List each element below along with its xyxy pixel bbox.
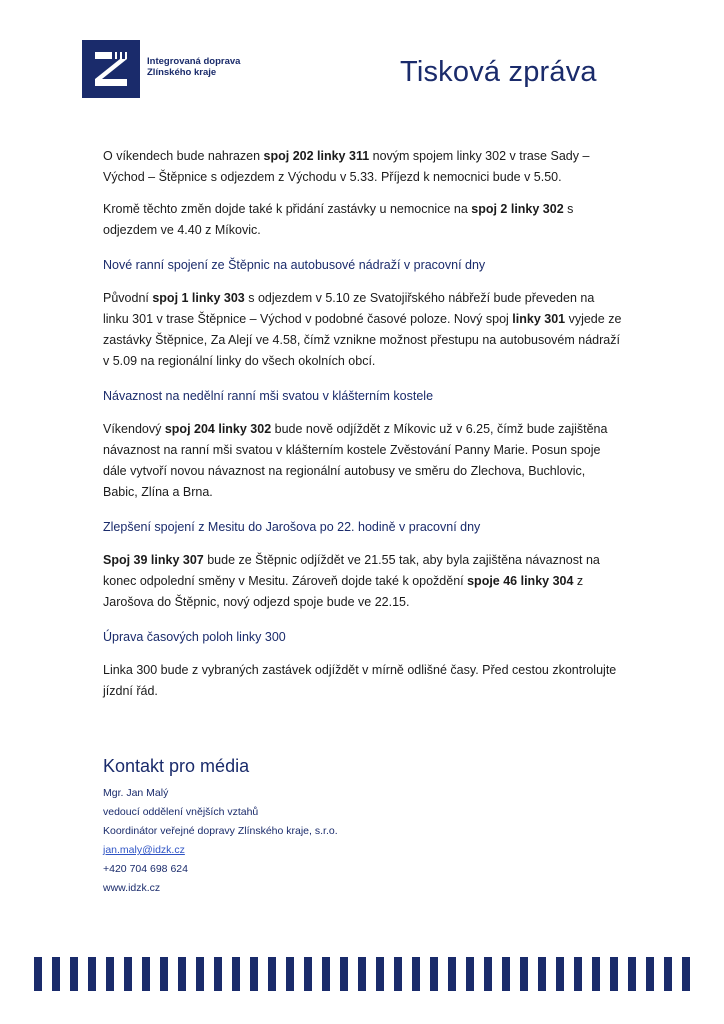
media-contact (103, 754, 503, 898)
footer-stripe (268, 957, 276, 991)
footer-stripe (628, 957, 636, 991)
footer-stripe (556, 957, 564, 991)
contact-role: vedoucí oddělení vnějších vztahů (103, 806, 259, 818)
text-run: Kromě těchto změn dojde také k přidání zastávky u nemocnice na (103, 202, 472, 216)
footer-stripe (322, 957, 330, 991)
section-heading-4: Úprava časových poloh linky 300 (103, 630, 286, 644)
footer-stripe (574, 957, 582, 991)
footer-stripe (682, 957, 690, 991)
footer-stripe (286, 957, 294, 991)
footer-stripe (394, 957, 402, 991)
contact-title: Kontakt pro média (103, 756, 250, 776)
text-run: bude nově odjíždět z Míkovic už v 6.25, čímž bude zajištěna návaznost na ranní mši svatou v klášterním kostele Zvěstování Panny Marie. Posun spoje dále vytvoří novou návaznost na regionální autobusy ve směru do Zlechova, Buchlovic, Babic, Zlína a Brna. (103, 422, 608, 499)
text-run: s odjezdem ve 4.40 z Míkovic. (103, 202, 574, 237)
footer-stripe (610, 957, 618, 991)
footer-stripe (106, 957, 114, 991)
footer-stripe (664, 957, 672, 991)
footer-stripe (88, 957, 96, 991)
paragraph-2 (103, 199, 623, 241)
bold-run: spoj 1 linky 303 (152, 291, 245, 305)
paragraph-6 (103, 660, 623, 702)
text-run: O víkendech bude nahrazen (103, 149, 264, 163)
text-run: Víkendový (103, 422, 165, 436)
paragraph-5 (103, 550, 623, 613)
footer-stripe-decoration (34, 957, 690, 991)
idzk-logo (82, 40, 140, 98)
logo-line-1: Integrovaná doprava (147, 56, 241, 67)
bold-run: spoj 2 linky 302 (471, 202, 564, 216)
text-run: z Jarošova do Štěpnic, nový odjezd spoje bude ve 22.15. (103, 574, 584, 609)
footer-stripe (304, 957, 312, 991)
document-title: Tisková zpráva (400, 56, 597, 88)
footer-stripe (52, 957, 60, 991)
paragraph-1 (103, 146, 623, 188)
footer-stripe (34, 957, 42, 991)
footer-stripe (376, 957, 384, 991)
text-run: Linka 300 bude z vybraných zastávek odjíždět v mírně odlišné časy. Před cestou zkontrolujte jízdní řád. (103, 663, 617, 698)
section-heading-2: Návaznost na nedělní ranní mši svatou v klášterním kostele (103, 389, 434, 403)
footer-stripe (70, 957, 78, 991)
footer-stripe (358, 957, 366, 991)
footer-stripe (502, 957, 510, 991)
text-run: s odjezdem v 5.10 ze Svatojiřského nábřeží bude převeden na linku 301 v trase Štěpnice – Východ v podobné časové poloze. Nový spoj (103, 291, 595, 326)
logo-line-2: Zlínského kraje (147, 67, 217, 78)
bold-run: spoj 202 linky 311 (263, 149, 370, 163)
footer-stripe (178, 957, 186, 991)
text-run: novým spojem linky 302 v trase Sady – Východ – Štěpnice s odjezdem z Východu v 5.33. Příjezd k nemocnici bude v 5.50. (103, 149, 590, 184)
section-heading-3: Zlepšení spojení z Mesitu do Jarošova po 22. hodině v pracovní dny (103, 520, 481, 534)
footer-stripe (142, 957, 150, 991)
footer-stripe (412, 957, 420, 991)
contact-organization: Koordinátor veřejné dopravy Zlínského kraje, s.r.o. (103, 825, 338, 837)
contact-email-link[interactable]: jan.maly@idzk.cz (103, 844, 185, 856)
bold-run: spoje 46 linky 304 (467, 574, 574, 588)
contact-name: Mgr. Jan Malý (103, 787, 169, 799)
section-heading-1: Nové ranní spojení ze Štěpnic na autobusové nádraží v pracovní dny (103, 258, 486, 272)
footer-stripe (520, 957, 528, 991)
contact-website: www.idzk.cz (103, 882, 161, 894)
footer-stripe (196, 957, 204, 991)
text-run: bude ze Štěpnic odjíždět ve 21.55 tak, aby byla zajištěna návaznost na konec odpolední směny v Mesitu. Zároveň dojde také k opoždění (103, 553, 600, 588)
footer-stripe (160, 957, 168, 991)
bold-run: spoj 204 linky 302 (164, 422, 272, 436)
contact-phone: +420 704 698 624 (103, 863, 188, 875)
footer-stripe (538, 957, 546, 991)
footer-stripe (124, 957, 132, 991)
paragraph-3 (103, 288, 623, 372)
footer-stripe (646, 957, 654, 991)
footer-stripe (214, 957, 222, 991)
footer-stripe (340, 957, 348, 991)
press-release-body (103, 146, 623, 713)
text-run: Původní (103, 291, 153, 305)
text-run: vyjede ze zastávky Štěpnice, Za Alejí ve 4.58, čímž vznikne možnost přestupu na autobusovém nádraží v 5.09 na regionální linky do všech okolních obcí. (103, 312, 622, 368)
bold-run: Spoj 39 linky 307 (103, 553, 204, 567)
footer-stripe (448, 957, 456, 991)
bold-run: linky 301 (512, 312, 566, 326)
footer-stripe (250, 957, 258, 991)
footer-stripe (430, 957, 438, 991)
logo-z-mark (82, 40, 140, 98)
footer-stripe (232, 957, 240, 991)
footer-stripe (466, 957, 474, 991)
paragraph-4 (103, 419, 623, 503)
footer-stripe (484, 957, 492, 991)
footer-stripe (592, 957, 600, 991)
logo-wordmark (147, 56, 240, 78)
